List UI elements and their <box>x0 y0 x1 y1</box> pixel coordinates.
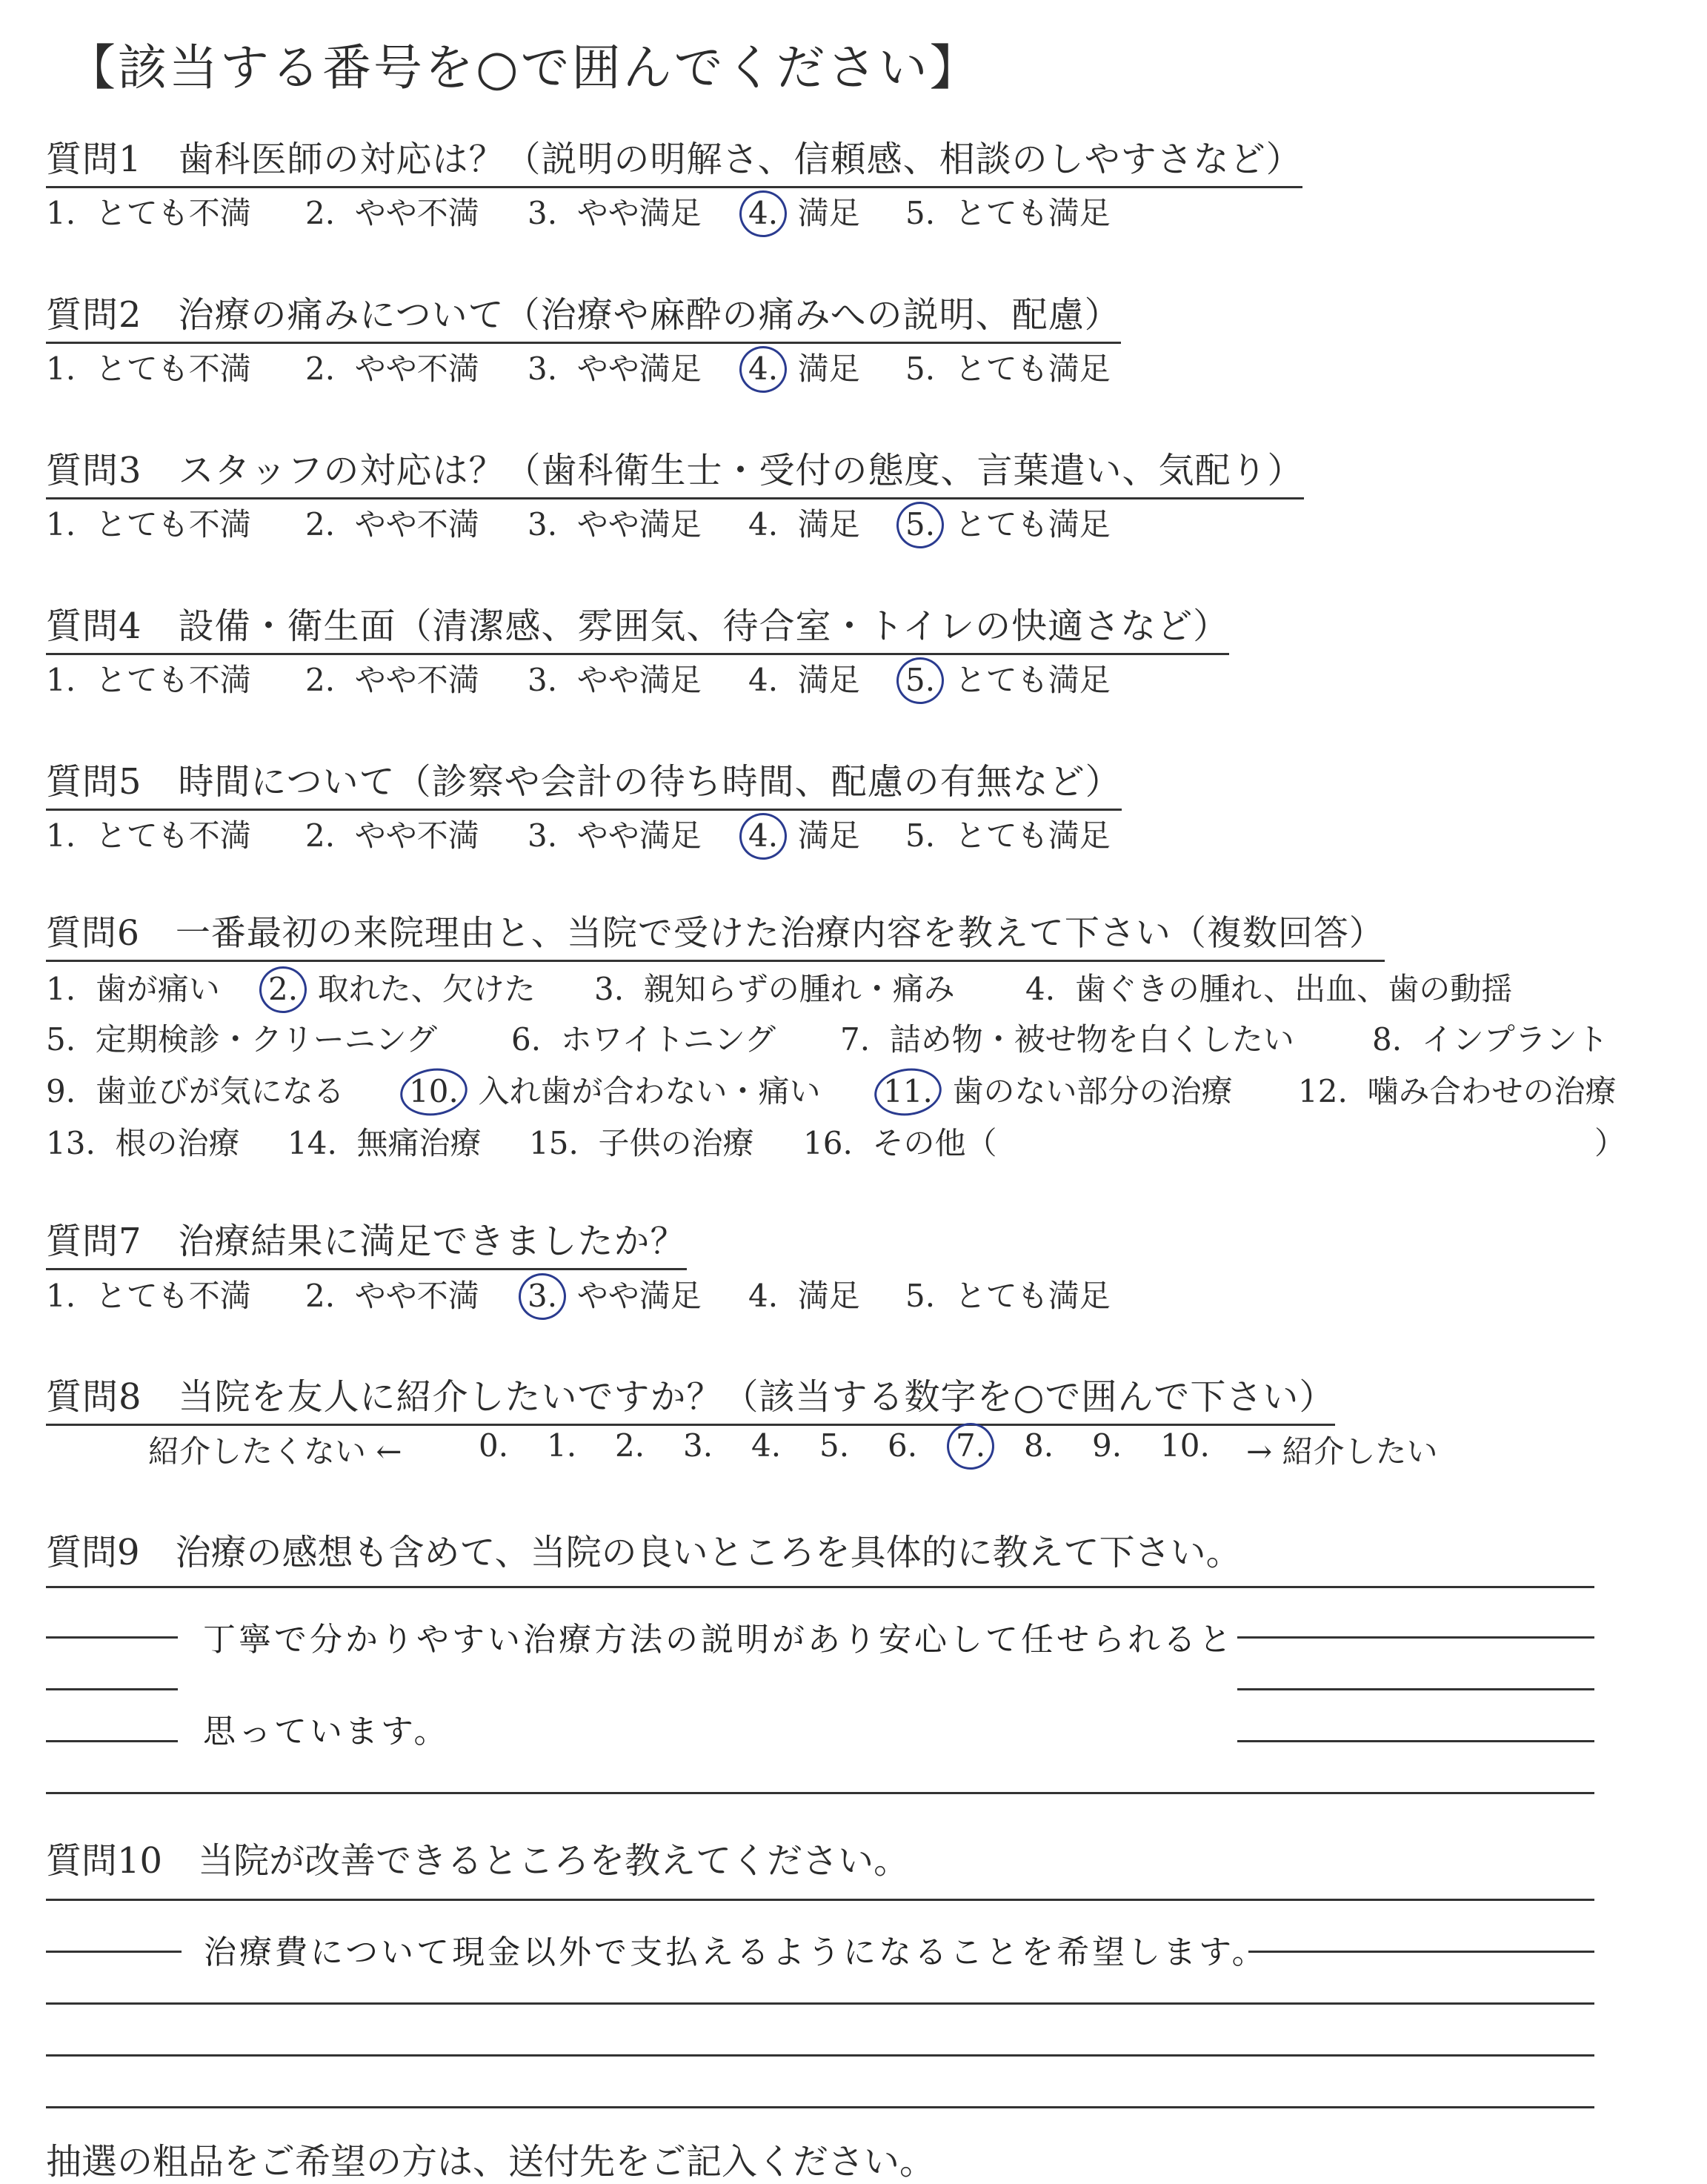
q6-selection-circle-2 <box>256 963 310 1016</box>
q1-option-5-num: 5. <box>905 195 936 231</box>
q7-option-3-num: 3. <box>528 1278 557 1314</box>
q1-option-5-label: とても満足 <box>954 195 1111 231</box>
q8-right-label: → 紹介したい <box>1246 1433 1438 1470</box>
q1-selection-circle <box>736 187 790 240</box>
q6-option-15-label: 子供の治療 <box>598 1125 754 1161</box>
q1-option-3-label: やや満足 <box>576 195 702 231</box>
q6-option-8-num: 8. <box>1372 1021 1402 1058</box>
q6-option-15-num: 15. <box>529 1125 579 1161</box>
q5-option-2-num: 2. <box>305 817 336 854</box>
q6-option-10-num: 10. <box>409 1073 459 1109</box>
q8-scale-10[interactable]: 10. <box>1160 1427 1210 1464</box>
q8-left-label: 紹介したくない ← <box>148 1433 402 1470</box>
q6-option-13[interactable] <box>46 1119 240 1164</box>
q5-option-4-label: 満足 <box>797 817 860 854</box>
q6-option-14-num: 14. <box>287 1125 337 1161</box>
q8-scale-9[interactable]: 9. <box>1092 1427 1122 1464</box>
q2-option-1-num: 1. <box>46 351 76 387</box>
q4-option-1[interactable] <box>46 656 251 700</box>
q4-option-2-label: やや不満 <box>354 662 479 698</box>
q6-option-10[interactable] <box>409 1067 821 1112</box>
q8-scale-0[interactable]: 0. <box>479 1427 509 1464</box>
q2-title: 質問2 治療の痛みについて（治療や麻酔の痛みへの説明、配慮） <box>46 286 1121 344</box>
q1-title: 質問1 歯科医師の対応は？（説明の明解さ、信頼感、相談のしやすさなど） <box>46 130 1302 188</box>
q5-option-1-label: とても不満 <box>95 817 251 854</box>
q7-selection-circle <box>516 1270 569 1323</box>
q6-option-11[interactable] <box>883 1067 1233 1112</box>
q6-option-12-label: 噛み合わせの治療 <box>1367 1073 1617 1109</box>
q6-option-11-label: 歯のない部分の治療 <box>952 1073 1233 1109</box>
q2-option-4[interactable] <box>748 345 860 389</box>
q5-option-3-label: やや満足 <box>576 817 702 854</box>
q4-option-5[interactable] <box>905 656 1111 700</box>
q2-option-3-num: 3. <box>528 351 558 387</box>
q4-option-3[interactable] <box>528 656 702 700</box>
q6-option-15[interactable] <box>529 1119 754 1164</box>
q3-option-3-num: 3. <box>528 506 558 542</box>
q5-option-5-label: とても満足 <box>954 817 1111 854</box>
q6-option-5-label: 定期検診・クリーニング <box>95 1021 437 1058</box>
footer-note: 抽選の粗品をご希望の方は、送付先をご記入ください。 <box>46 2141 936 2183</box>
q1-option-1-label: とても不満 <box>95 195 251 231</box>
q9-answer-area <box>178 1593 1237 1760</box>
q1-option-2[interactable] <box>305 189 479 233</box>
q6-option-16-num: 16. <box>803 1125 853 1161</box>
q6-option-4[interactable] <box>1025 965 1512 1009</box>
form-title: 【該当する番号を○で囲んでください】 <box>67 39 981 96</box>
q7-option-1[interactable] <box>46 1272 251 1316</box>
q6-selection-circle-10 <box>397 1064 470 1120</box>
q3-option-4[interactable] <box>748 500 860 545</box>
q6-option-1[interactable] <box>46 965 220 1009</box>
q2-option-2-label: やや不満 <box>354 351 479 387</box>
q6-option-14[interactable] <box>287 1119 482 1164</box>
q5-option-3[interactable] <box>528 811 702 856</box>
q4-option-4[interactable] <box>748 656 860 700</box>
q10-answer-line-1: 治療費について現金以外で支払えるようになることを希望します。 <box>204 1934 1268 1971</box>
q6-option-4-num: 4. <box>1025 971 1056 1007</box>
q2-option-5[interactable] <box>905 345 1111 389</box>
q4-option-4-label: 満足 <box>797 662 860 698</box>
q7-option-2[interactable] <box>305 1272 479 1316</box>
q6-option-9[interactable] <box>46 1067 345 1112</box>
q2-option-1-label: とても不満 <box>95 351 251 387</box>
q2-option-5-label: とても満足 <box>954 351 1111 387</box>
q5-option-4-num: 4. <box>748 817 778 854</box>
q6-option-2-num: 2. <box>268 971 298 1007</box>
q9-answer-line-2: 思っています。 <box>203 1713 450 1750</box>
q7-option-2-num: 2. <box>305 1278 336 1314</box>
q10-writing-line-5 <box>46 2106 1594 2108</box>
q10-title: 質問10 当院が改善できるところを教えてください。 <box>46 1840 910 1882</box>
q10-answer-area <box>182 1906 1268 1984</box>
q9-writing-line-1 <box>46 1586 1594 1588</box>
q2-option-2[interactable] <box>305 345 479 389</box>
q6-option-5[interactable] <box>46 1015 437 1060</box>
q2-option-4-num: 4. <box>748 351 778 387</box>
q6-option-12-num: 12. <box>1298 1073 1348 1109</box>
q4-option-2-num: 2. <box>305 662 336 698</box>
q6-option-8[interactable] <box>1372 1015 1608 1060</box>
q4-title: 質問4 設備・衛生面（清潔感、雰囲気、待合室・トイレの快適さなど） <box>46 597 1229 655</box>
q1-option-2-label: やや不満 <box>354 195 479 231</box>
q4-option-5-label: とても満足 <box>954 662 1111 698</box>
q2-option-3[interactable] <box>528 345 702 389</box>
q9-writing-line-5 <box>46 1792 1594 1794</box>
q6-option-6-label: ホワイトニング <box>560 1021 776 1058</box>
q6-option-8-label: インプラント <box>1421 1021 1608 1058</box>
q3-option-2-num: 2. <box>305 506 336 542</box>
q3-option-4-num: 4. <box>748 506 779 542</box>
q2-selection-circle <box>736 343 790 396</box>
q6-title: 質問6 一番最初の来院理由と、当院で受けた治療内容を教えて下さい（複数回答） <box>46 906 1385 962</box>
q8-title: 質問8 当院を友人に紹介したいですか？（該当する数字を○で囲んで下さい） <box>46 1368 1335 1426</box>
q1-option-1-num: 1. <box>46 195 76 231</box>
q2-option-2-num: 2. <box>305 351 336 387</box>
q6-option-1-num: 1. <box>46 971 76 1007</box>
q4-option-1-label: とても不満 <box>95 662 251 698</box>
q2-option-3-label: やや満足 <box>576 351 702 387</box>
q6-option-13-num: 13. <box>46 1125 96 1161</box>
q3-option-1-num: 1. <box>46 506 76 542</box>
q1-option-1[interactable] <box>46 189 251 233</box>
q5-selection-circle <box>736 810 790 863</box>
q4-option-4-num: 4. <box>748 662 779 698</box>
q10-writing-line-4 <box>46 2054 1594 2057</box>
q3-title: 質問3 スタッフの対応は？（歯科衛生士・受付の態度、言葉遣い、気配り） <box>46 442 1304 499</box>
q5-option-1-num: 1. <box>46 817 76 854</box>
q1-option-3[interactable] <box>528 189 702 233</box>
q7-option-3-label: やや満足 <box>576 1278 702 1314</box>
q5-option-1[interactable] <box>46 811 251 856</box>
q7-option-1-num: 1. <box>46 1278 76 1314</box>
q4-option-5-num: 5. <box>905 662 935 698</box>
q7-option-4[interactable] <box>748 1272 860 1316</box>
q3-option-5[interactable] <box>905 500 1111 545</box>
q7-option-4-label: 満足 <box>797 1278 860 1314</box>
q3-option-3[interactable] <box>528 500 702 545</box>
q6-option-6[interactable] <box>511 1015 776 1060</box>
q7-option-1-label: とても不満 <box>95 1278 251 1314</box>
q4-option-2[interactable] <box>305 656 479 700</box>
q6-option-7-label: 詰め物・被せ物を白くしたい <box>889 1021 1294 1058</box>
q6-option-14-label: 無痛治療 <box>356 1125 482 1161</box>
q4-option-1-num: 1. <box>46 662 76 698</box>
q5-title: 質問5 時間について（診察や会計の待ち時間、配慮の有無など） <box>46 753 1122 811</box>
q4-option-3-label: やや満足 <box>576 662 702 698</box>
q1-option-3-num: 3. <box>528 195 558 231</box>
q7-option-3[interactable] <box>528 1272 702 1316</box>
q8-scale-8[interactable]: 8. <box>1024 1427 1054 1464</box>
q7-title: 質問7 治療結果に満足できましたか？ <box>46 1212 687 1270</box>
q6-option-6-num: 6. <box>511 1021 542 1058</box>
q10-writing-line-3 <box>46 2002 1594 2005</box>
q6-option-7[interactable] <box>840 1015 1294 1060</box>
q8-scale-3[interactable]: 3. <box>683 1427 713 1464</box>
q3-selection-circle <box>894 499 947 551</box>
q5-option-3-num: 3. <box>528 817 558 854</box>
q6-option-13-label: 根の治療 <box>115 1125 240 1161</box>
q10-writing-line-1 <box>46 1899 1594 1901</box>
q6-other-close: ） <box>1594 1125 1626 1161</box>
q1-option-4[interactable] <box>748 189 860 233</box>
q6-option-16[interactable] <box>803 1119 997 1164</box>
q6-option-1-label: 歯が痛い <box>95 971 220 1007</box>
q6-option-3-num: 3. <box>594 971 625 1007</box>
q6-option-2-label: 取れた、欠けた <box>317 971 536 1007</box>
q1-option-4-num: 4. <box>748 195 778 231</box>
q5-option-5-num: 5. <box>905 817 936 854</box>
q6-option-10-label: 入れ歯が合わない・痛い <box>478 1073 821 1109</box>
q9-answer-line-1: 丁寧で分かりやすい治療方法の説明があり安心して任せられると <box>203 1621 1234 1659</box>
q3-option-5-label: とても満足 <box>954 506 1111 542</box>
q5-option-5[interactable] <box>905 811 1111 856</box>
q2-option-1[interactable] <box>46 345 251 389</box>
q6-option-5-num: 5. <box>46 1021 76 1058</box>
q5-option-4[interactable] <box>748 811 860 856</box>
q2-option-5-num: 5. <box>905 351 936 387</box>
q8-scale-2[interactable]: 2. <box>615 1427 645 1464</box>
q6-option-12[interactable] <box>1298 1067 1617 1112</box>
q3-option-1-label: とても不満 <box>95 506 251 542</box>
q6-option-9-label: 歯並びが気になる <box>95 1073 345 1109</box>
q6-option-3-label: 親知らずの腫れ・痛み <box>643 971 955 1007</box>
q3-option-2[interactable] <box>305 500 479 545</box>
q3-option-2-label: やや不満 <box>354 506 479 542</box>
q6-option-11-num: 11. <box>883 1073 933 1109</box>
q8-scale-4[interactable]: 4. <box>751 1427 782 1464</box>
q6-option-9-num: 9. <box>46 1073 76 1109</box>
q7-option-2-label: やや不満 <box>354 1278 479 1314</box>
q1-option-5[interactable] <box>905 189 1111 233</box>
q7-option-5[interactable] <box>905 1272 1111 1316</box>
q4-option-3-num: 3. <box>528 662 558 698</box>
q3-option-3-label: やや満足 <box>576 506 702 542</box>
q5-option-2[interactable] <box>305 811 479 856</box>
q6-option-7-num: 7. <box>840 1021 871 1058</box>
q8-scale-5[interactable]: 5. <box>819 1427 850 1464</box>
q9-title: 質問9 治療の感想も含めて、当院の良いところを具体的に教えて下さい。 <box>46 1532 1242 1573</box>
q2-option-4-label: 満足 <box>797 351 860 387</box>
q7-option-4-num: 4. <box>748 1278 779 1314</box>
q8-scale-7[interactable]: 7. <box>956 1427 985 1464</box>
q1-option-2-num: 2. <box>305 195 336 231</box>
q6-option-2[interactable] <box>268 965 536 1009</box>
q8-scale-6[interactable]: 6. <box>888 1427 918 1464</box>
q8-selection-circle <box>944 1420 997 1473</box>
q1-option-4-label: 満足 <box>797 195 860 231</box>
q8-scale-1[interactable]: 1. <box>547 1427 577 1464</box>
q5-option-2-label: やや不満 <box>354 817 479 854</box>
q4-selection-circle <box>894 654 947 707</box>
q3-option-1[interactable] <box>46 500 251 545</box>
q6-option-16-label: その他（ <box>872 1125 997 1161</box>
q6-option-3[interactable] <box>594 965 955 1009</box>
q6-selection-circle-11 <box>871 1064 945 1120</box>
q6-option-4-label: 歯ぐきの腫れ、出血、歯の動揺 <box>1074 971 1513 1007</box>
q3-option-4-label: 満足 <box>797 506 860 542</box>
q7-option-5-label: とても満足 <box>954 1278 1111 1314</box>
q3-option-5-num: 5. <box>905 506 935 542</box>
q7-option-5-num: 5. <box>905 1278 936 1314</box>
